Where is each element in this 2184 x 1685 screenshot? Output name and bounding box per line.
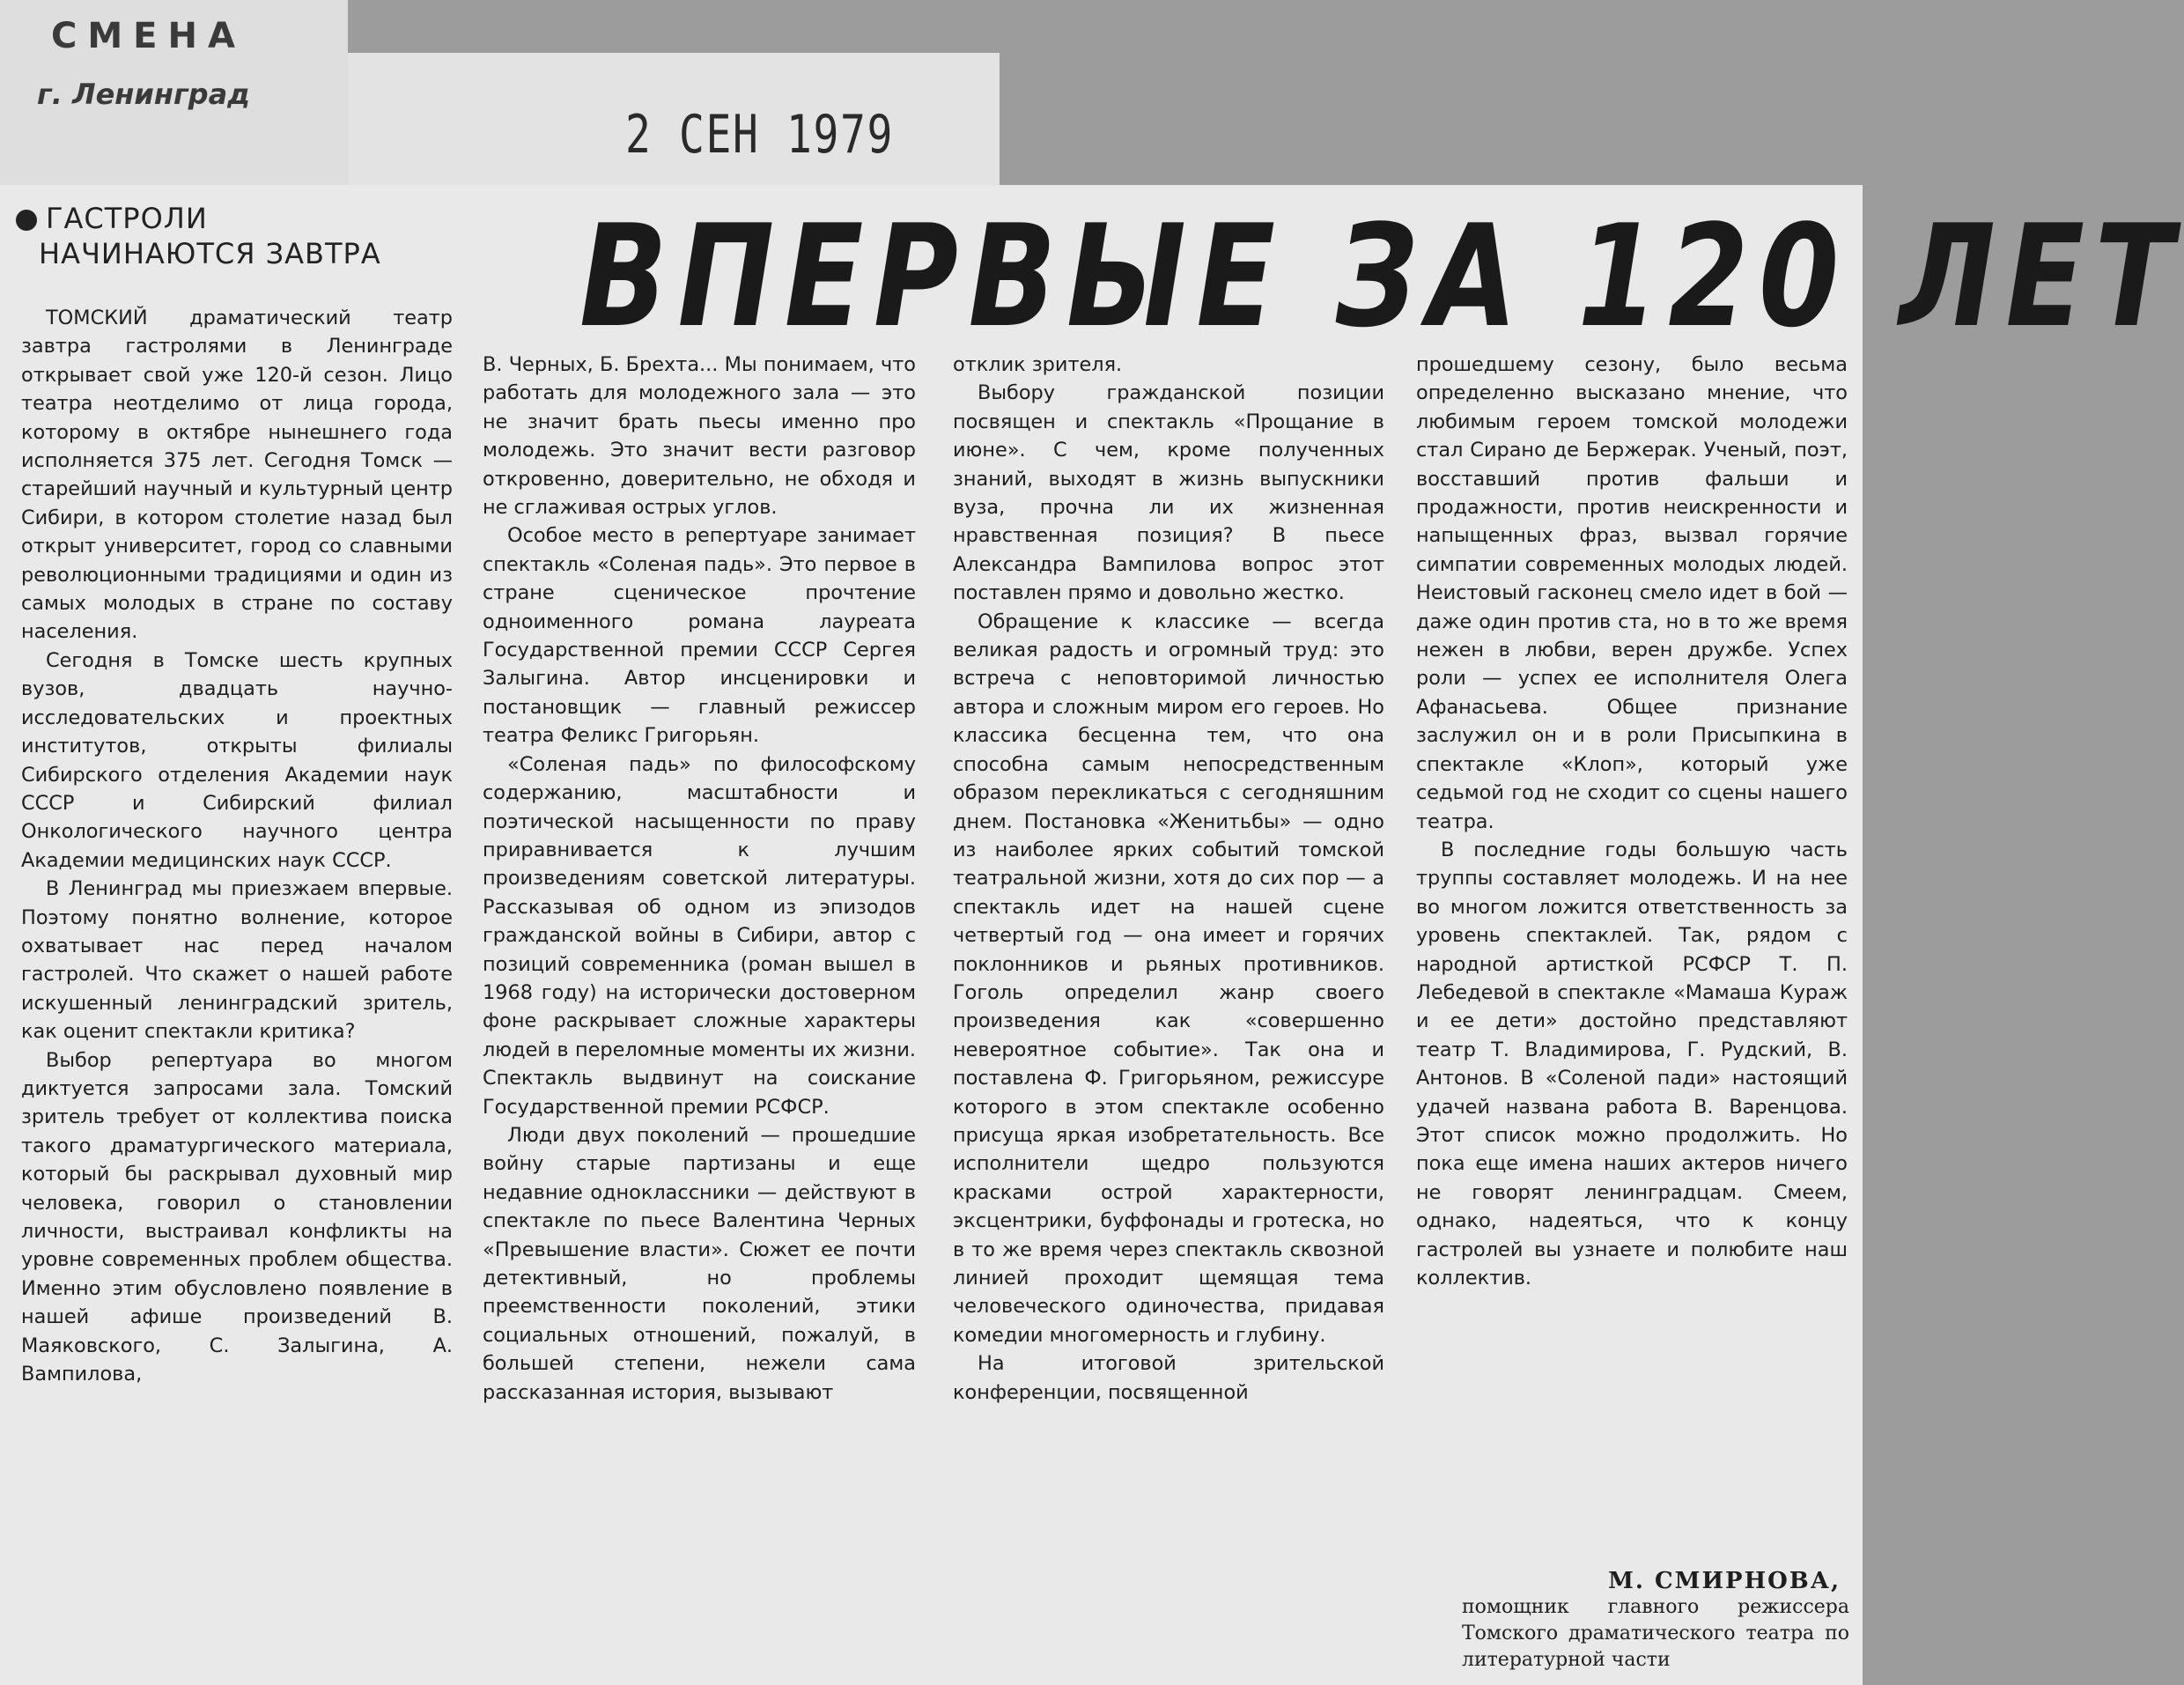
author-name: М. СМИРНОВА,: [1608, 1568, 1841, 1594]
paragraph: отклик зрителя.: [953, 353, 1123, 376]
article-column-4: [1416, 351, 1848, 1566]
paragraph: В последние годы большую часть труппы составляет молодежь. И на нее во многом ложится ответственность за уровень спектаклей. Так, рядом с народной артисткой РСФСР Т. П. Лебедевой в спектакле «Мамаша Кураж и ее дети» достойно представляют театр Т. Владимирова, Г. Рудский, В. Антонов. В «Соленой пади» настоящий удачей названа работа В. Варенцова. Этот список можно продолжить. Но пока еще имена наших актеров ничего не говорят ленинградцам. Смеем, однако, надеяться, что к концу гастролей вы узнаете и полюбите наш коллектив.: [1416, 838, 1848, 1290]
paragraph: прошедшему сезону, было весьма определенно высказано мнение, что любимым героем томской молодежи стал Сирано де Бержерак. Ученый, поэт, восставший против фальши и продажности, против неискренности и напыщенных фраз, вызвал горячие симпатии современных молодых людей. Неистовый гасконец смело идет в бой — даже один против ста, но в то же время нежен в любви, верен дружбе. Успех роли — успех ее исполнителя Олега Афанасьева. Общее признание заслужил он и в роли Присыпкина в спектакле «Клоп», который уже седьмой год не сходит со сцены нашего театра.: [1416, 353, 1848, 833]
rubric: [16, 201, 381, 271]
newspaper-title: СМЕНА: [51, 16, 246, 56]
rubric-line-2: НАЧИНАЮТСЯ ЗАВТРА: [39, 237, 381, 270]
article-column-1: [21, 304, 453, 1660]
paragraph: В. Черных, Б. Брехта... Мы понимаем, что работать для молодежного зала — это не значит брать пьесы именно про молодежь. Это значит вести разговор откровенно, доверительно, не обходя и не сглаживая острых углов.: [483, 353, 916, 520]
paragraph: В Ленинград мы приезжаем впервые. Поэтому понятно волнение, которое охватывает нас перед началом гастролей. Что скажет о нашей работе искушенный ленинградский зритель, как оценит спектакли критика?: [21, 877, 453, 1044]
paragraph: Выбор репертуара во многом диктуется запросами зала. Томский зритель требует от коллектива поиска такого драматургического материала, который бы раскрывал духовный мир человека, говорил о становлении личности, выстраивал конфликты на уровне современных проблем общества. Именно этим обусловлено появление в нашей афише произведений В. Маяковского, С. Залыгина, А. Вампилова,: [21, 1048, 453, 1386]
rubric-line-1: ГАСТРОЛИ: [46, 202, 208, 235]
paragraph: Особое место в репертуаре занимает спектакль «Соленая падь». Это первое в стране сценическое прочтение одноименного романа лауреата Государственной премии СССР Сергея Залыгина. Автор инсценировки и постановщик — главный режиссер театра Феликс Григорьян.: [483, 524, 916, 748]
paragraph: Сегодня в Томске шесть крупных вузов, двадцать научно-исследовательских и проектных институтов, открыты филиалы Сибирского отделения Академии наук СССР и Сибирский филиал Онкологического научного центра Академии медицинских наук СССР.: [21, 648, 453, 872]
paragraph: Обращение к классике — всегда великая радость и огромный труд: это встреча с неповторимой личностью автора и сложным миром его героев. Но классика бесценна тем, что она способна самым непосредственным образом перекликаться с сегодняшним днем. Постановка «Женитьбы» — одно из наиболее ярких событий томской театральной жизни, хотя до сих пор — а спектакль идет на нашей сцене четвертый год — она имеет и горячих поклонников и рьяных противников. Гоголь определил жанр своего произведения как «совершенно невероятное событие». Так она и поставлена Ф. Григорьяном, режиссуре которого в этом спектакле особенно присуща яркая изобретательность. Все исполнители щедро пользуются красками острой характерности, эксцентрики, буффонады и гротеска, но в то же время через спектакль сквозной линией проходит щемящая тема человеческого одиночества, придавая комедии многомерность и глубину.: [953, 610, 1384, 1347]
headline: ВПЕРВЫЕ ЗА 120 ЛЕТ: [579, 194, 2184, 358]
author-position: помощник главного режиссера Томского драматического театра по литературной части: [1462, 1596, 1849, 1671]
bullet-icon: [16, 210, 37, 231]
byline: [1418, 1568, 1849, 1674]
paragraph: Люди двух поколений — прошедшие войну старые партизаны и еще недавние одноклассники — действуют в спектакле по пьесе Валентина Черных «Превышение власти». Сюжет ее почти детективный, но проблемы преемственности поколений, этики социальных отношений, пожалуй, в большей степени, нежели сама рассказанная история, вызывают: [483, 1123, 916, 1404]
paragraph: ТОМСКИЙ драматический театр завтра гастролями в Ленинграде открывает свой уже 120-й сезон. Лицо театра неотделимо от лица города, которому в октябре нынешнего года исполняется 375 лет. Сегодня Томск — старейший научный и культурный центр Сибири, в котором столетие назад был открыт университет, город со славными революционными традициями и один из самых молодых в стране по составу населения.: [21, 307, 453, 644]
paragraph: На итоговой зрительской конференции, посвященной: [953, 1352, 1384, 1404]
date-stamp: 2 СЕН 1979: [625, 104, 894, 166]
paragraph: Выбору гражданской позиции посвящен и спектакль «Прощание в июне». С чем, кроме полученных знаний, выходят в жизнь выпускники вуза, прочна ли их жизненная нравственная позиция? В пьесе Александра Вампилова вопрос этот поставлен прямо и довольно жестко.: [953, 381, 1384, 605]
article-column-2: [483, 351, 916, 1663]
article-column-3: [953, 351, 1384, 1663]
newspaper-city: г. Ленинград: [37, 78, 250, 111]
paragraph: «Соленая падь» по философскому содержанию, масштабности и поэтической насыщенности по праву приравнивается к лучшим произведениям советской литературы. Рассказывая об одном из эпизодов гражданской войны в Сибири, автор с позиций современника (роман вышел в 1968 году) на исторически достоверном фоне раскрывает сложные характеры людей в переломные моменты их жизни. Спектакль выдвинут на соискание Государственной премии РСФСР.: [483, 752, 916, 1119]
